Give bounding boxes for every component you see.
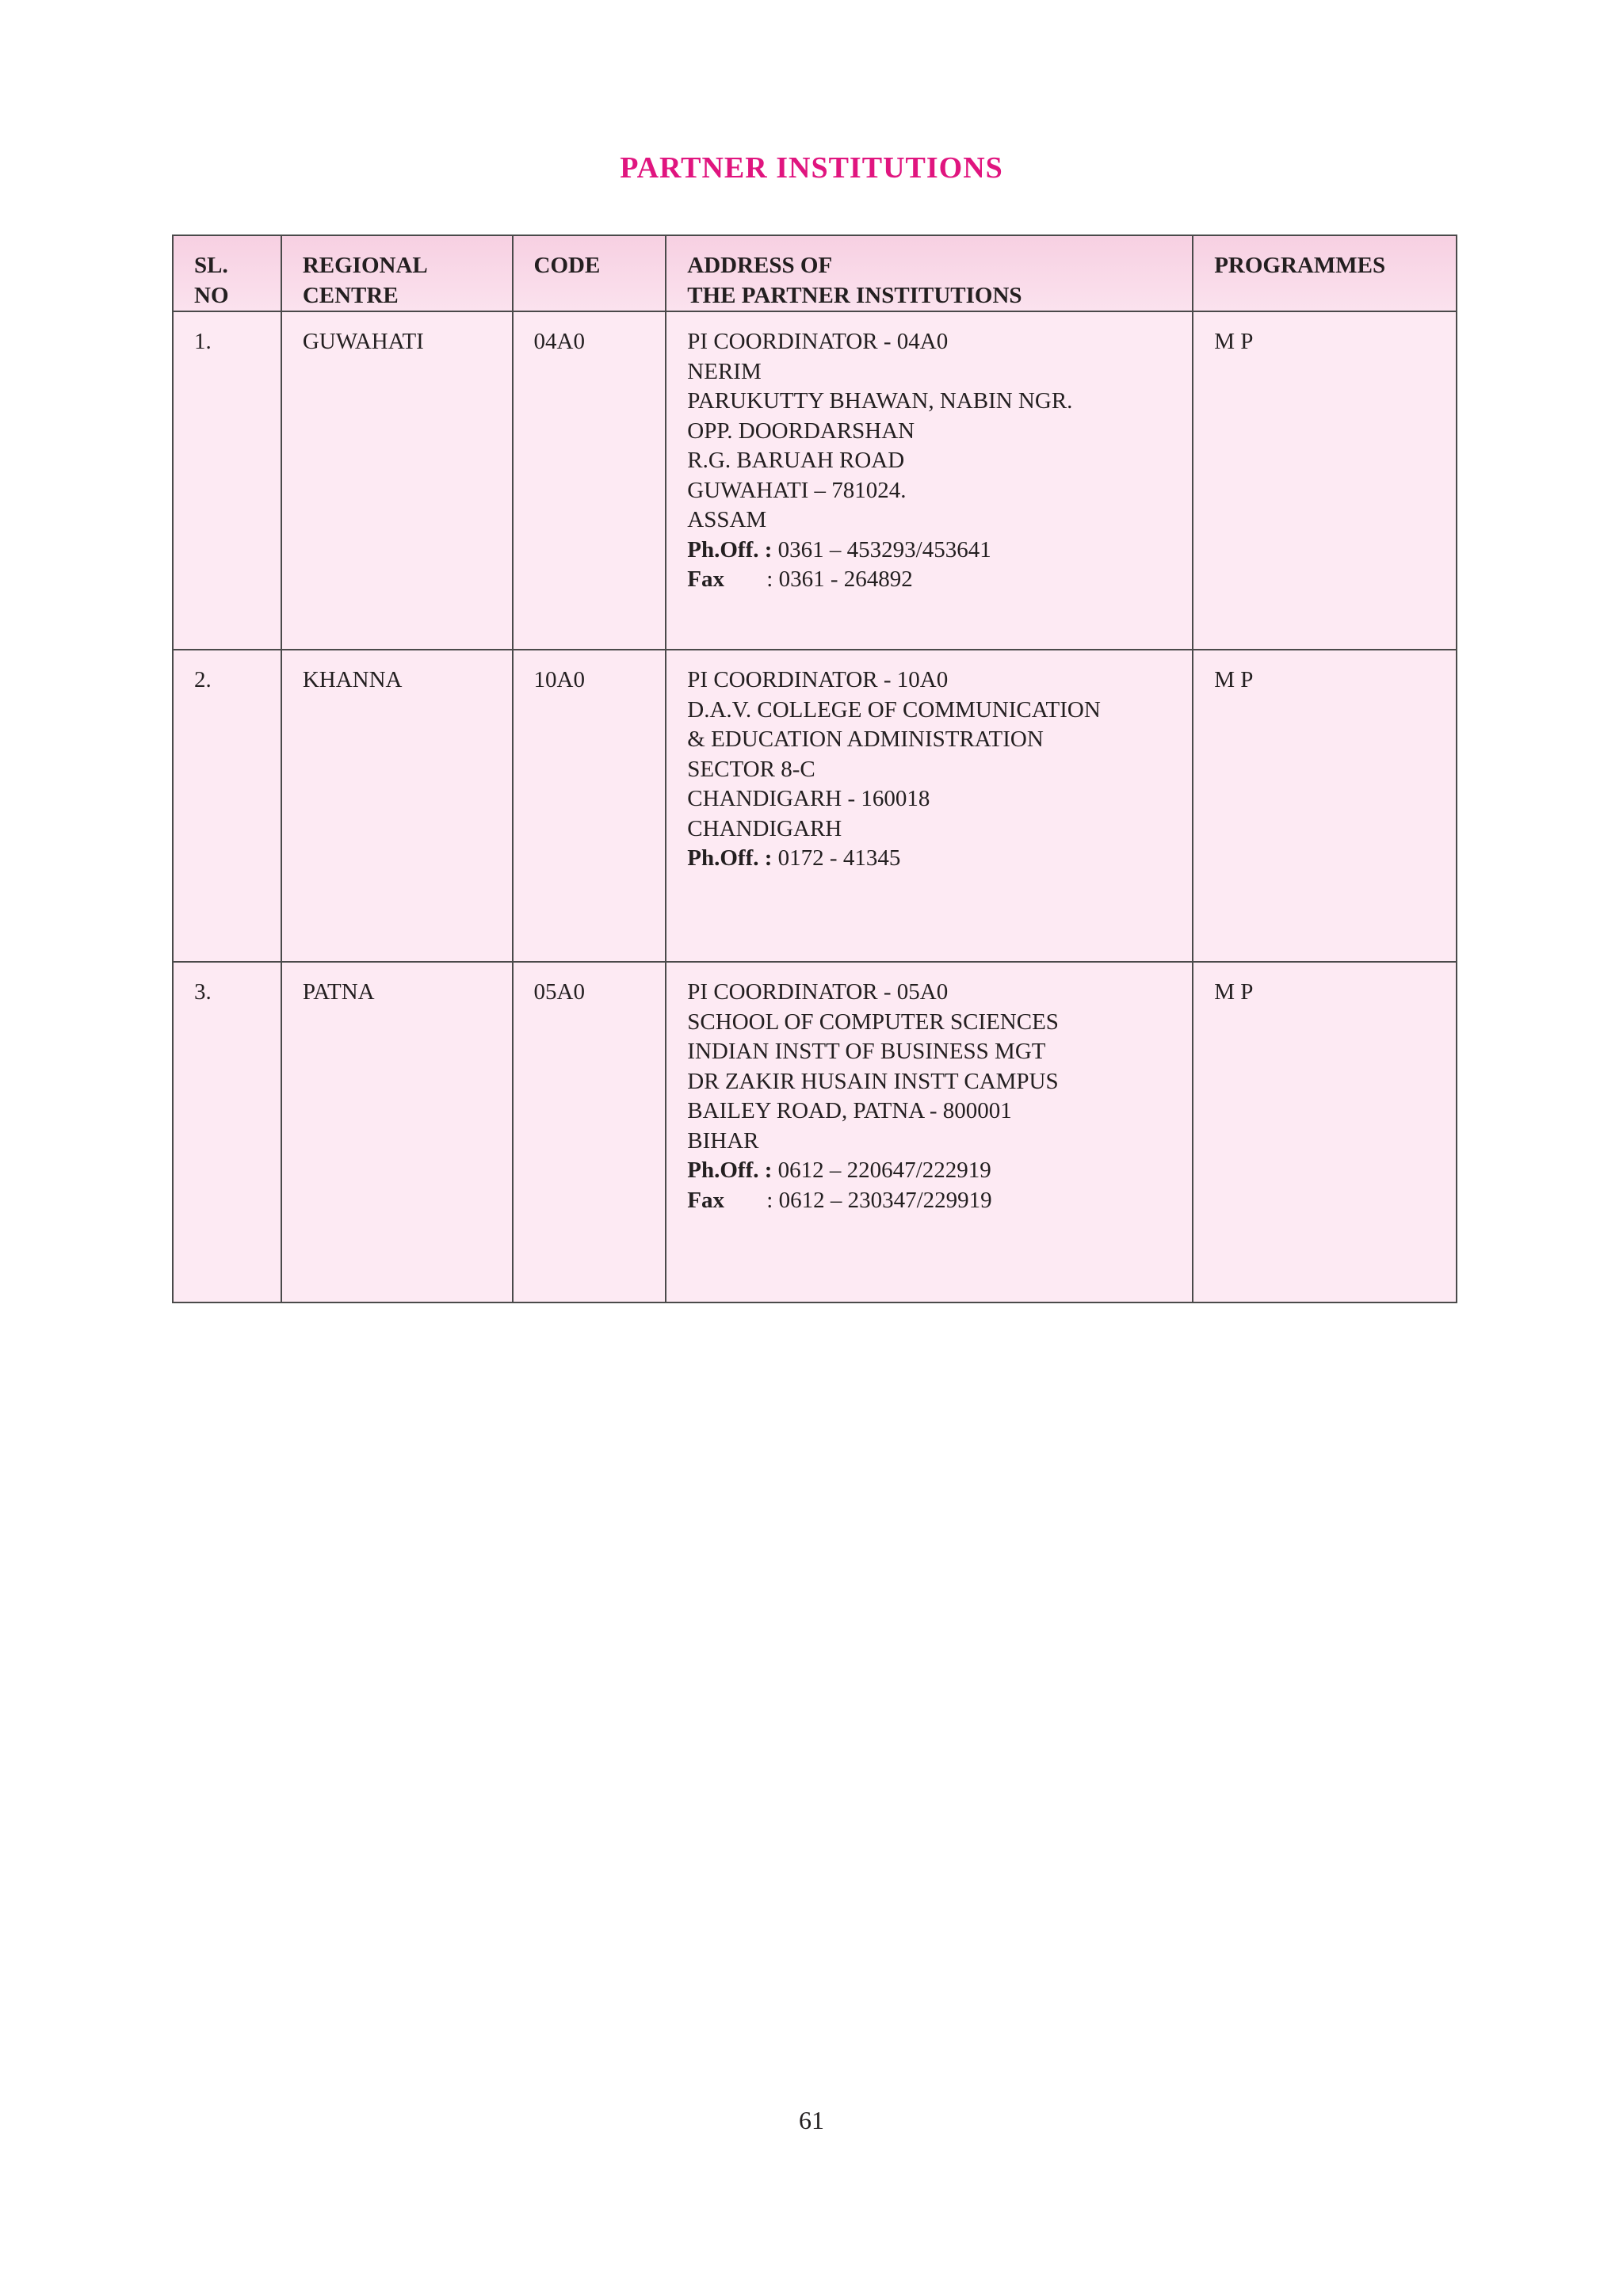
phone-line: [687, 1156, 1192, 1186]
header-address-line-1: ADDRESS OF: [687, 253, 833, 278]
phone-line: [687, 536, 1192, 566]
address-line: & EDUCATION ADMINISTRATION: [687, 727, 1044, 752]
cell-address: [666, 311, 1193, 650]
table-row: [173, 311, 1457, 650]
address-line: SCHOOL OF COMPUTER SCIENCES: [687, 1009, 1059, 1035]
header-sl-no: [173, 235, 281, 311]
phone-label: Ph.Off. :: [687, 536, 773, 563]
address-line: OPP. DOORDARSHAN: [687, 418, 915, 444]
cell-programmes: M P: [1193, 962, 1457, 1302]
fax-label: Fax: [687, 566, 724, 592]
cell-programmes: M P: [1193, 650, 1457, 962]
fax-label: Fax: [687, 1187, 724, 1213]
header-centre-line-2: CENTRE: [302, 282, 399, 308]
header-code: CODE: [513, 235, 666, 311]
address-line: BIHAR: [687, 1127, 759, 1154]
header-programmes: PROGRAMMES: [1193, 235, 1457, 311]
fax-line: [687, 565, 1192, 595]
header-regional-centre: [281, 235, 513, 311]
table-row: [173, 962, 1457, 1302]
fax-value: : 0612 – 230347/229919: [766, 1187, 992, 1213]
cell-address: [666, 962, 1193, 1302]
address-line: SECTOR 8-C: [687, 756, 815, 782]
phone-value: 0612 – 220647/222919: [772, 1158, 991, 1183]
address-line: GUWAHATI – 781024.: [687, 477, 907, 503]
cell-code: 10A0: [513, 650, 666, 962]
partner-institutions-table: [172, 235, 1457, 1303]
cell-programmes: M P: [1193, 311, 1457, 650]
cell-sl-no: 2.: [173, 650, 281, 962]
phone-line: [687, 844, 1192, 874]
cell-address: [666, 650, 1193, 962]
address-line: CHANDIGARH: [687, 815, 842, 841]
phone-value: 0361 – 453293/453641: [772, 536, 991, 563]
table-header-row: [173, 235, 1457, 311]
address-line: PI COORDINATOR - 04A0: [687, 329, 949, 354]
cell-sl-no: 1.: [173, 311, 281, 650]
cell-sl-no: 3.: [173, 962, 281, 1302]
fax-line: [687, 1186, 1192, 1216]
address-line: CHANDIGARH - 160018: [687, 786, 930, 811]
address-line: R.G. BARUAH ROAD: [687, 448, 905, 473]
fax-value: : 0361 - 264892: [766, 566, 913, 592]
page-number: 61: [799, 2106, 824, 2134]
cell-regional-centre: PATNA: [281, 962, 513, 1302]
cell-code: 05A0: [513, 962, 666, 1302]
cell-code: 04A0: [513, 311, 666, 650]
phone-label: Ph.Off. :: [687, 845, 773, 871]
address-line: PARUKUTTY BHAWAN, NABIN NGR.: [687, 388, 1073, 414]
header-centre-line-1: REGIONAL: [302, 253, 428, 278]
address-line: BAILEY ROAD, PATNA - 800001: [687, 1098, 1012, 1123]
address-line: INDIAN INSTT OF BUSINESS MGT: [687, 1039, 1046, 1064]
address-line: NERIM: [687, 358, 762, 384]
cell-regional-centre: GUWAHATI: [281, 311, 513, 650]
address-line: PI COORDINATOR - 05A0: [687, 979, 949, 1005]
address-line: D.A.V. COLLEGE OF COMMUNICATION: [687, 696, 1101, 723]
page-title: PARTNER INSTITUTIONS: [620, 151, 1003, 185]
header-address: [666, 235, 1193, 311]
header-sl-line-2: NO: [194, 282, 229, 308]
address-line: DR ZAKIR HUSAIN INSTT CAMPUS: [687, 1068, 1059, 1094]
header-sl-line-1: SL.: [194, 253, 228, 278]
phone-value: 0172 - 41345: [772, 845, 901, 871]
cell-regional-centre: KHANNA: [281, 650, 513, 962]
header-address-line-2: THE PARTNER INSTITUTIONS: [687, 282, 1022, 308]
table-row: [173, 650, 1457, 962]
address-line: PI COORDINATOR - 10A0: [687, 667, 949, 692]
phone-label: Ph.Off. :: [687, 1158, 773, 1183]
address-line: ASSAM: [687, 507, 767, 532]
